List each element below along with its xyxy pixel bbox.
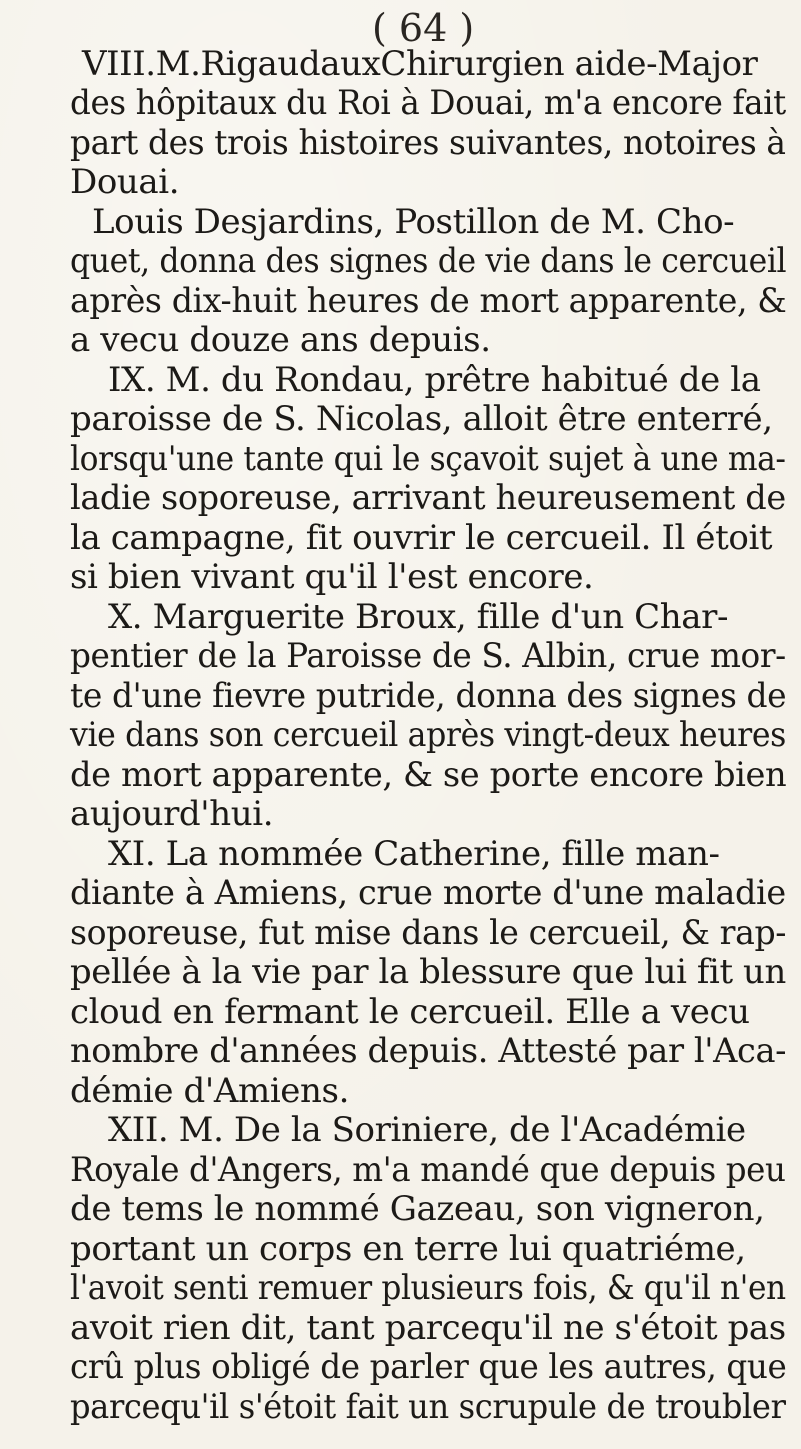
text-line: vie dans son cercueil après vingt-deux heures	[70, 715, 786, 755]
text-line: parcequ'il s'étoit fait un scrupule de troubler	[70, 1387, 786, 1427]
text-line: cloud en fermant le cercueil. Elle a vecu	[70, 992, 750, 1032]
text-line: te d'une fievre putride, donna des signes de	[70, 676, 787, 716]
text-line: avoit rien dit, tant parcequ'il ne s'étoit pas	[70, 1308, 786, 1348]
text-line: crû plus obligé de parler que les autres, que	[70, 1347, 787, 1387]
text-line: X. Marguerite Broux, fille d'un Char-	[108, 597, 729, 637]
text-line: de mort apparente, & se porte encore bien	[70, 755, 787, 795]
page-number: ( 64 )	[372, 6, 475, 50]
text-line: soporeuse, fut mise dans le cercueil, & rap-	[70, 913, 787, 953]
text-line: lorsqu'une tante qui le sçavoit sujet à une ma-	[70, 439, 786, 479]
text-line: pentier de la Paroisse de S. Albin, crue mor-	[70, 636, 786, 676]
text-line: après dix-huit heures de mort apparente, &	[70, 281, 787, 321]
text-line: Louis Desjardins, Postillon de M. Cho-	[92, 202, 735, 242]
text-line: la campagne, fit ouvrir le cercueil. Il étoit	[70, 518, 773, 558]
text-line: IX. M. du Rondau, prêtre habitué de la	[108, 360, 761, 400]
text-line: des hôpitaux du Roi à Douai, m'a encore fait	[70, 83, 786, 123]
text-line: ladie soporeuse, arrivant heureusement de	[70, 478, 786, 518]
text-line: nombre d'années depuis. Attesté par l'Aca-	[70, 1031, 787, 1071]
text-line: diante à Amiens, crue morte d'une maladie	[70, 873, 786, 913]
text-line: XI. La nommée Catherine, fille man-	[108, 834, 720, 874]
text-line: aujourd'hui.	[70, 794, 274, 834]
text-line: Douai.	[70, 162, 180, 202]
text-line: portant un corps en terre lui quatriéme,	[70, 1229, 746, 1269]
text-line: l'avoit senti remuer plusieurs fois, & qu'il n'en	[70, 1268, 786, 1308]
text-line: VIII.M.RigaudauxChirurgien aide-Major	[82, 44, 758, 84]
text-line: si bien vivant qu'il l'est encore.	[70, 557, 594, 597]
text-line: part des trois histoires suivantes, notoires à	[70, 123, 786, 163]
text-line: de tems le nommé Gazeau, son vigneron,	[70, 1189, 765, 1229]
text-line: Royale d'Angers, m'a mandé que depuis peu	[70, 1150, 786, 1190]
text-line: paroisse de S. Nicolas, alloit être enterré,	[70, 399, 773, 439]
text-line: démie d'Amiens.	[70, 1071, 349, 1111]
text-line: XII. M. De la Soriniere, de l'Académie	[108, 1110, 746, 1150]
text-line: quet, donna des signes de vie dans le cercueil	[70, 241, 787, 281]
text-line: a vecu douze ans depuis.	[70, 320, 491, 360]
text-line: pellée à la vie par la blessure que lui fit un	[70, 952, 786, 992]
